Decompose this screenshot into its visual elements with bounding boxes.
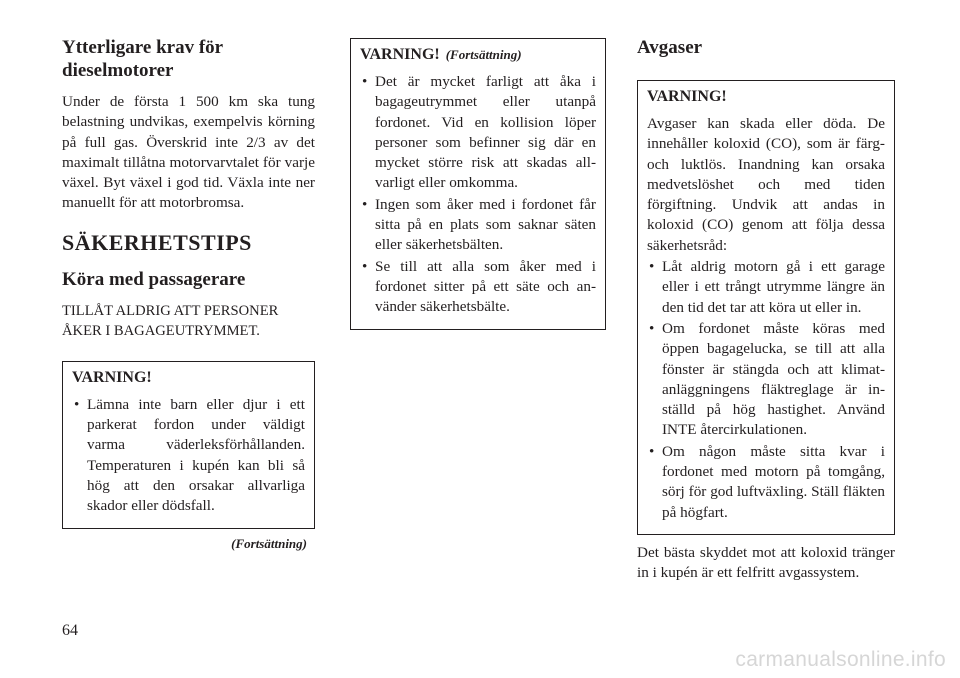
caps-line-2: ÅKER I BAGAGEUTRYMMET.: [62, 322, 260, 339]
diesel-paragraph: Under de första 1 500 km ska tung belastning undvikas, exempelvis körning på full gas. Överskrid inte 2/3 av det maximalt tillåtna motorvarvtalet för varje växel. Byt växel i god tid. Växla inte ner manuellt för att motorbromsa.: [62, 93, 315, 212]
warning-item: • Om någon måste sitta kvar i fordonet med motorn på tomgång, sörj för god luftväxling. Ställ fläkten på högfart.: [647, 442, 885, 523]
warning-title: VARNING!: [72, 368, 152, 386]
warning-box-passengers: [350, 38, 606, 330]
warning-title: [360, 45, 596, 65]
warning-box-children: [62, 361, 315, 529]
subsection-title: Köra med passagerare: [62, 268, 246, 290]
right-column: [637, 0, 895, 584]
caps-line-1: TILLÅT ALDRIG ATT PERSONER: [62, 302, 279, 319]
closing-paragraph: Det bästa skyddet mot att koloxid tränger in i kupén är ett felfritt avgassystem.: [637, 543, 895, 582]
warning-list: [72, 395, 305, 517]
diesel-heading-line2: dieselmotorer: [62, 60, 174, 81]
middle-column: [350, 0, 606, 330]
watermark: carmanualsonline.info: [735, 648, 946, 671]
warning-box-exhaust: [637, 80, 895, 535]
page-number: 64: [62, 622, 78, 639]
warning-item: • Se till att alla som åker med i fordonet sitter på ett säte och använder säkerhetsbälte.: [360, 257, 596, 318]
warning-intro: Avgaser kan skada eller döda. De innehåller koloxid (CO), som är färg- och luktlös. Inandning kan orsaka medvetslöshet och med tiden förgiftning. Undvik att andas in koloxid (CO) genom att följa dessa säkerhetsråd:: [647, 115, 885, 254]
continued-note: (Fortsättning): [231, 535, 307, 551]
diesel-heading: [62, 36, 315, 82]
warning-item: • Ingen som åker med i fordonet får sitta på en plats som saknar säten eller säkerhetsbälten.: [360, 195, 596, 256]
warning-continued-label: (Fortsättning): [445, 47, 522, 62]
warning-item: • Om fordonet måste köras med öppen bagagelucka, se till att alla fönster är stängda och att klimatanläggningens fläktreglage är inställd på hög hastighet. Använd INTE återcirkulationen.: [647, 319, 885, 441]
warning-item: • Låt aldrig motorn gå i ett garage eller i ett trångt utrymme längre än den tid det tar att köra ut eller in.: [647, 257, 885, 318]
warning-title: VARNING!: [647, 88, 727, 105]
warning-title-text: VARNING!: [360, 46, 440, 63]
warning-list: [647, 257, 885, 523]
warning-list: [360, 72, 596, 318]
left-column: [62, 0, 315, 552]
diesel-heading-line1: Ytterligare krav för: [62, 37, 224, 58]
exhaust-heading: Avgaser: [637, 37, 703, 58]
warning-item: • Lämna inte barn eller djur i ett parkerat fordon under väldigt varma väderleksförhållanden. Temperaturen i kupén kan bli så hög att den orsakar allvarliga skador eller dödsfall.: [72, 395, 305, 517]
caps-warning-text: [62, 301, 315, 341]
warning-item: • Det är mycket farligt att åka i bagageutrymmet eller utanpå fordonet. Vid en kollision löper personer som befinner sig där en mycket större risk att skadas allvarligt eller omkomma.: [360, 72, 596, 194]
section-title: SÄKERHETSTIPS: [62, 229, 252, 255]
